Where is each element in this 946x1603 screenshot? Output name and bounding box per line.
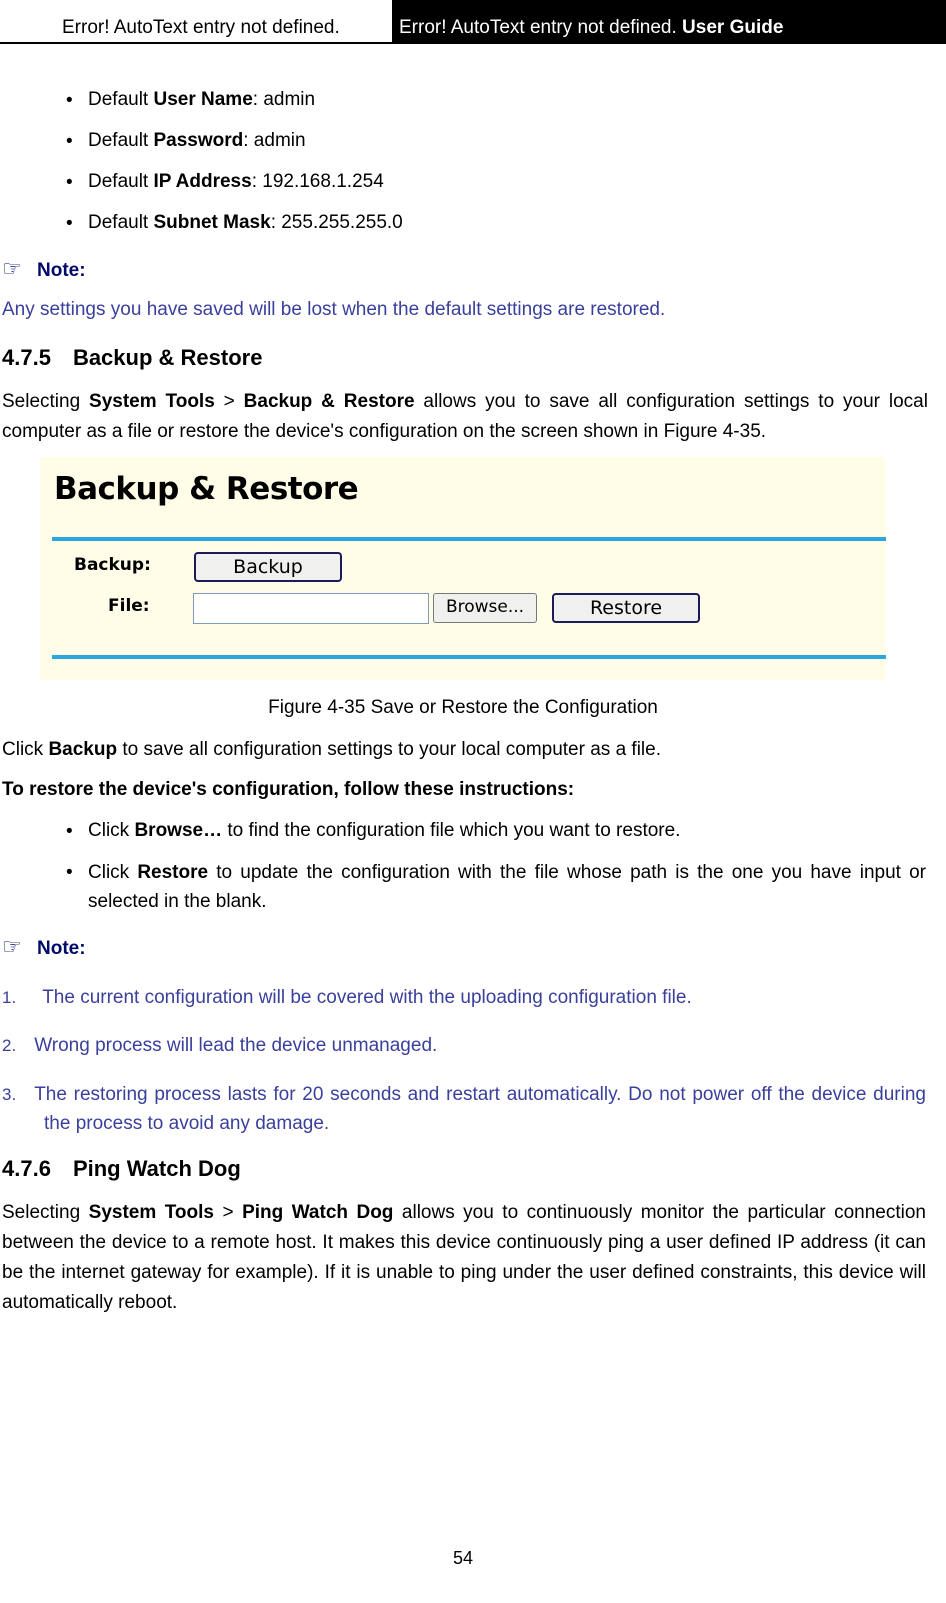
bullet-icon: • <box>66 862 73 883</box>
note-text: Any settings you have saved will be lost when the default settings are restored. <box>2 299 666 320</box>
list-item-subnet-mask: Default Subnet Mask: 255.255.255.0 <box>88 212 403 233</box>
note-heading <box>2 934 86 960</box>
section-title: Ping Watch Dog <box>72 1156 241 1181</box>
file-path-input[interactable] <box>193 593 429 624</box>
section-title: Backup & Restore <box>72 345 263 370</box>
section-heading-4-7-5 <box>2 345 262 371</box>
header-right-text <box>399 17 783 39</box>
bullet-icon: • <box>66 821 73 842</box>
list-item-ip-address: Default IP Address: 192.168.1.254 <box>88 171 384 192</box>
section-number: 4.7.5 <box>2 345 51 370</box>
header-left <box>0 0 392 44</box>
divider <box>52 537 886 541</box>
note-item: 2. Wrong process will lead the device unmanaged. <box>2 1035 438 1056</box>
list-item-password: Default Password: admin <box>88 130 306 151</box>
section-paragraph: Selecting System Tools > Ping Watch Dog allows you to continuously monitor the particular connection between the device to a remote host. It makes this device continuously ping a user defined IP address (it can be the internet gateway for example). If it is unable to ping under the user defined constraints, this device will automatically reboot. <box>2 1202 926 1313</box>
restore-step-restore: Click Restore to update the configuration with the file whose path is the one you have input or selected in the blank. <box>88 862 926 912</box>
header-right-plain: Error! AutoText entry not defined. <box>399 17 677 38</box>
header-user-guide: User Guide <box>682 17 784 38</box>
bullet-icon: • <box>66 90 73 111</box>
backup-label: Backup: <box>74 555 151 575</box>
figure-title: Backup & Restore <box>54 471 359 507</box>
header-left-text: Error! AutoText entry not defined. <box>62 17 340 38</box>
section-number: 4.7.6 <box>2 1156 51 1181</box>
page-number: 54 <box>452 1548 474 1568</box>
section-heading-4-7-6 <box>2 1156 241 1182</box>
backup-button[interactable]: Backup <box>194 552 342 582</box>
bullet-icon: • <box>66 213 73 234</box>
divider <box>52 655 886 659</box>
pointing-hand-icon: ☞ <box>2 934 22 959</box>
click-backup-text: Click Backup to save all configuration settings to your local computer as a file. <box>2 739 661 760</box>
header-right <box>392 0 946 44</box>
note-item: 1. The current configuration will be covered with the uploading configuration file. <box>2 987 692 1008</box>
bullet-icon: • <box>66 131 73 152</box>
note-title: Note: <box>37 260 86 281</box>
restore-button[interactable]: Restore <box>552 593 700 623</box>
file-label: File: <box>108 596 150 616</box>
note-heading <box>2 256 86 282</box>
backup-restore-screenshot <box>40 457 886 680</box>
section-paragraph: Selecting System Tools > Backup & Restore allows you to save all configuration settings to your local computer as a file or restore the device's configuration on the screen shown in Figure 4-35. <box>2 391 928 442</box>
restore-step-browse: Click Browse… to find the configuration file which you want to restore. <box>88 820 681 841</box>
list-item-username: Default User Name: admin <box>88 89 316 110</box>
bullet-icon: • <box>66 172 73 193</box>
note-item: 3. The restoring process lasts for 20 seconds and restart automatically. Do not power off the device during the process to avoid any damage. <box>2 1084 926 1134</box>
pointing-hand-icon: ☞ <box>2 256 22 281</box>
note-title: Note: <box>37 938 86 959</box>
browse-button[interactable]: Browse... <box>433 593 537 623</box>
restore-instructions-heading: To restore the device's configuration, follow these instructions: <box>2 779 575 800</box>
figure-caption: Figure 4-35 Save or Restore the Configuration <box>268 697 658 718</box>
